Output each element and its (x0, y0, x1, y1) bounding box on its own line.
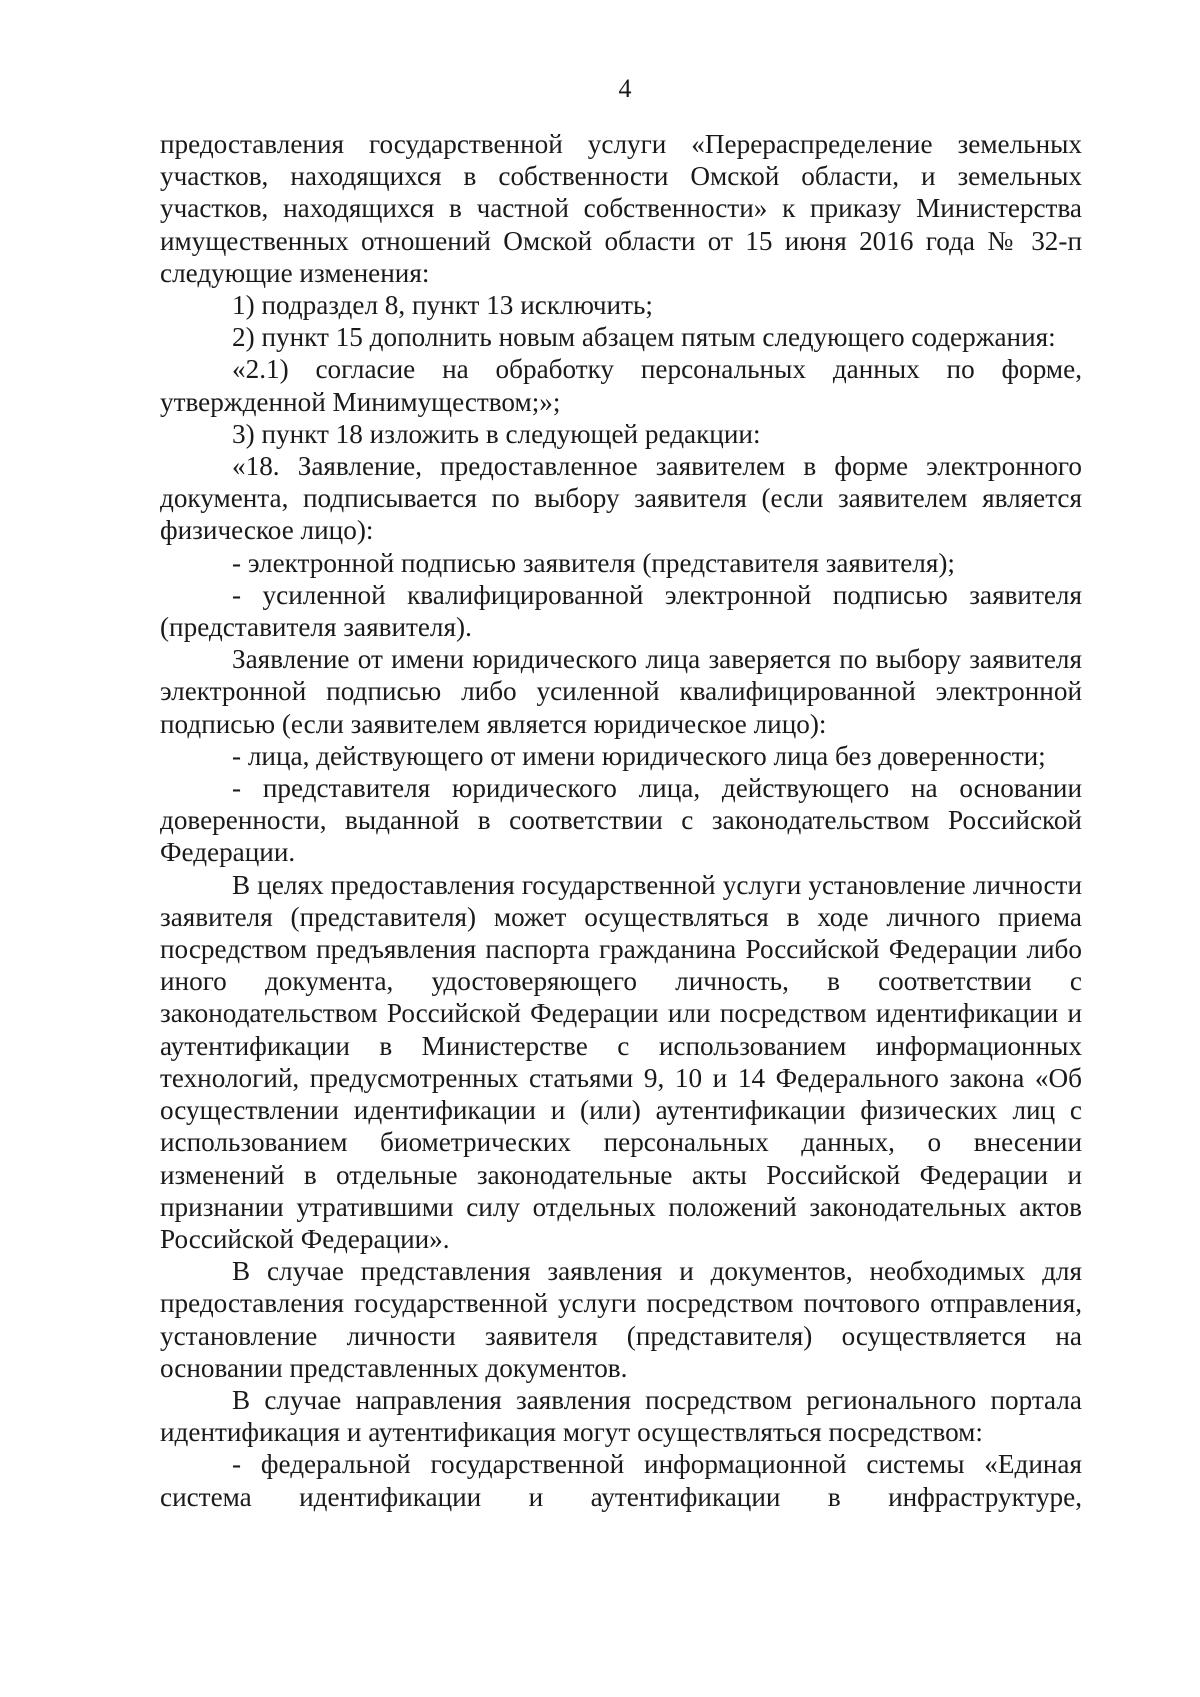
paragraph-legal-entity: Заявление от имени юридического лица заверяется по выбору заявителя электронной подписью либо усиленной квалифицированной электронной подписью (если заявителем является юридическое лицо): (160, 644, 1082, 739)
paragraph-item-1: 1) подраздел 8, пункт 13 исключить; (232, 290, 653, 321)
paragraph-identification: В целях предоставления государственной услуги установление личности заявителя (представителя) может осуществляться в ходе личного приема посредством предъявления паспорта гражданина Российской Федерации либо иного документа, удостоверяющего личность, в соответствии с законодательством Российской Федерации или посредством идентификации и аутентификации в Министерстве с использованием информационных технологий, предусмотренных статьями 9, 10 и 14 Федерального закона «Об осуществлении идентификации и (или) аутентификации физических лиц с использованием биометрических персональных данных, о внесении изменений в отдельные законодательные акты Российской Федерации и признании утратившими силу отдельных положений законодательных актов Российской Федерации». (160, 869, 1082, 1254)
paragraph-postal: В случае представления заявления и документов, необходимых для предоставления государственной услуги посредством почтового отправления, установление личности заявителя (представителя) осуществляется на основании представленных документов. (160, 1256, 1082, 1383)
paragraph-signature-qualified: - усиленной квалифицированной электронной подписью заявителя (представителя заявителя). (160, 579, 1082, 643)
paragraph-esia: - федеральной государственной информационной системы «Единая система идентификации и аутентификации в инфраструктуре, (160, 1449, 1082, 1512)
paragraph-regional-portal: В случае направления заявления посредством регионального портала идентификация и аутентификация могут осуществляться посредством: (160, 1384, 1082, 1448)
paragraph-legal-entity-person: - лица, действующего от имени юридического лица без доверенности; (232, 740, 1046, 771)
paragraph-legal-entity-representative: - представителя юридического лица, действующего на основании доверенности, выданной в соответствии с законодательством Российской Федерации. (160, 773, 1082, 868)
paragraph-item-2: 2) пункт 15 дополнить новым абзацем пятым следующего содержания: (232, 322, 1056, 353)
paragraph-item-3: 3) пункт 18 изложить в следующей редакции: (232, 418, 761, 449)
paragraph-signature-simple: - электронной подписью заявителя (представителя заявителя); (232, 547, 955, 578)
paragraph-item-2-quote: «2.1) согласие на обработку персональных данных по форме, утвержденной Минимуществом;»; (160, 354, 1082, 417)
document-body (160, 128, 1082, 1513)
page-number: 4 (618, 74, 632, 103)
paragraph-point-18: «18. Заявление, предоставленное заявителем в форме электронного документа, подписывается по выбору заявителя (если заявителем является физическое лицо): (160, 451, 1082, 546)
paragraph-intro: предоставления государственной услуги «Перераспределение земельных участков, находящихся в собственности Омской области, и земельных участков, находящихся в частной собственности» к приказу Министерства имущественных отношений Омской области от 15 июня 2016 года № 32-п следующие изменения: (160, 129, 1082, 288)
